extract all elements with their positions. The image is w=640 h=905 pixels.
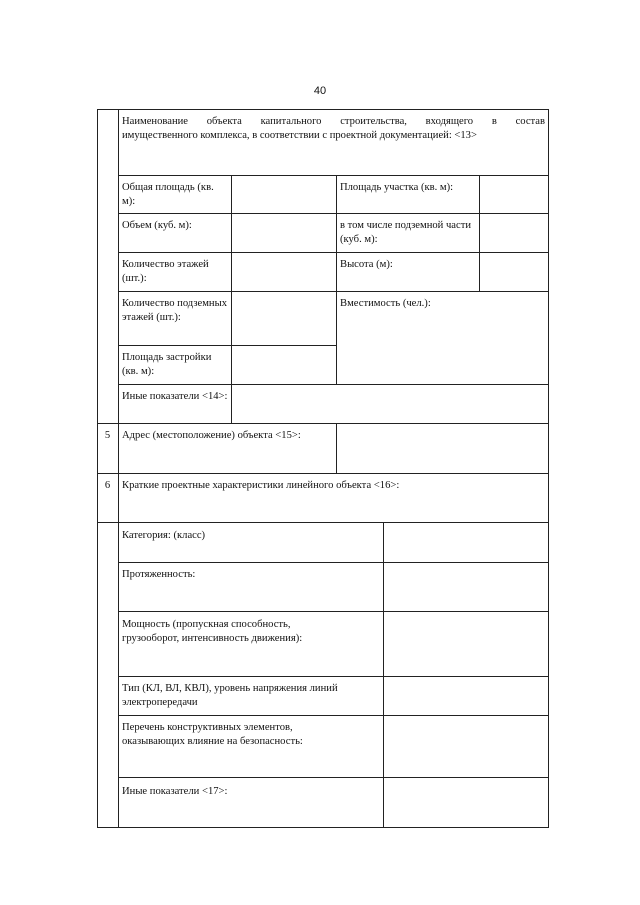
height-label: Высота (м): bbox=[340, 259, 393, 270]
underground-volume-label: в том числе подземной части (куб. м): bbox=[340, 220, 472, 245]
category-label: Категория: (класс) bbox=[122, 530, 206, 541]
capacity-label: Вместимость (чел.): bbox=[340, 298, 431, 309]
row-divider bbox=[118, 611, 549, 612]
site-area-label: Площадь участка (кв. м): bbox=[340, 182, 454, 193]
page-number: 40 bbox=[313, 85, 327, 97]
address-label: Адрес (местоположение) объекта <15>: bbox=[122, 430, 301, 441]
volume-label: Объем (куб. м): bbox=[122, 220, 192, 231]
total-area-label: Общая площадь (кв. м): bbox=[122, 182, 214, 207]
built-area-label: Площадь застройки (кв. м): bbox=[122, 352, 212, 377]
row-divider bbox=[97, 423, 549, 424]
other-indicators-14-label: Иные показатели <14>: bbox=[122, 391, 228, 402]
table-right-border bbox=[548, 109, 549, 828]
row-divider bbox=[118, 252, 549, 253]
linear-object-heading: Краткие проектные характеристики линейного объекта <16>: bbox=[122, 480, 400, 491]
table-bottom-border bbox=[97, 827, 549, 828]
row-divider bbox=[118, 562, 549, 563]
value-column-divider bbox=[231, 175, 232, 423]
power-label: Мощность (пропускная способность, грузооборот, интенсивность движения): bbox=[122, 619, 303, 644]
length-label: Протяженность: bbox=[122, 569, 196, 580]
other-indicators-17-label: Иные показатели <17>: bbox=[122, 786, 228, 797]
row-divider bbox=[118, 345, 336, 346]
structural-elements-label: Перечень конструктивных элементов, оказывающих влияние на безопасность: bbox=[122, 722, 303, 747]
section-13-heading-line-2: имущественного комплекса, в соответствии с проектной документацией: <13> bbox=[122, 130, 477, 141]
row-5-number: 5 bbox=[104, 430, 111, 441]
row-divider bbox=[97, 522, 549, 523]
row-6-number: 6 bbox=[104, 480, 111, 491]
table-top-border bbox=[97, 109, 549, 110]
address-value-divider bbox=[336, 423, 337, 473]
second-value-column-divider bbox=[479, 175, 480, 291]
row-divider bbox=[118, 676, 549, 677]
row-divider bbox=[118, 175, 549, 176]
row-divider bbox=[97, 473, 549, 474]
section-13-heading-line-1: Наименование объекта капитального строительства, входящего в состав bbox=[122, 116, 545, 127]
number-column-divider bbox=[118, 109, 119, 828]
row-divider bbox=[118, 777, 549, 778]
floors-label: Количество этажей (шт.): bbox=[122, 259, 209, 284]
row-divider bbox=[118, 291, 549, 292]
row-divider bbox=[118, 213, 549, 214]
table-left-border bbox=[97, 109, 98, 828]
row-divider bbox=[118, 715, 549, 716]
underground-floors-label: Количество подземных этажей (шт.): bbox=[122, 298, 228, 323]
second-label-column-divider bbox=[336, 175, 337, 384]
linear-value-column-divider bbox=[383, 522, 384, 827]
line-type-label: Тип (КЛ, ВЛ, КВЛ), уровень напряжения линий электропередачи bbox=[122, 683, 338, 708]
row-divider bbox=[118, 384, 549, 385]
